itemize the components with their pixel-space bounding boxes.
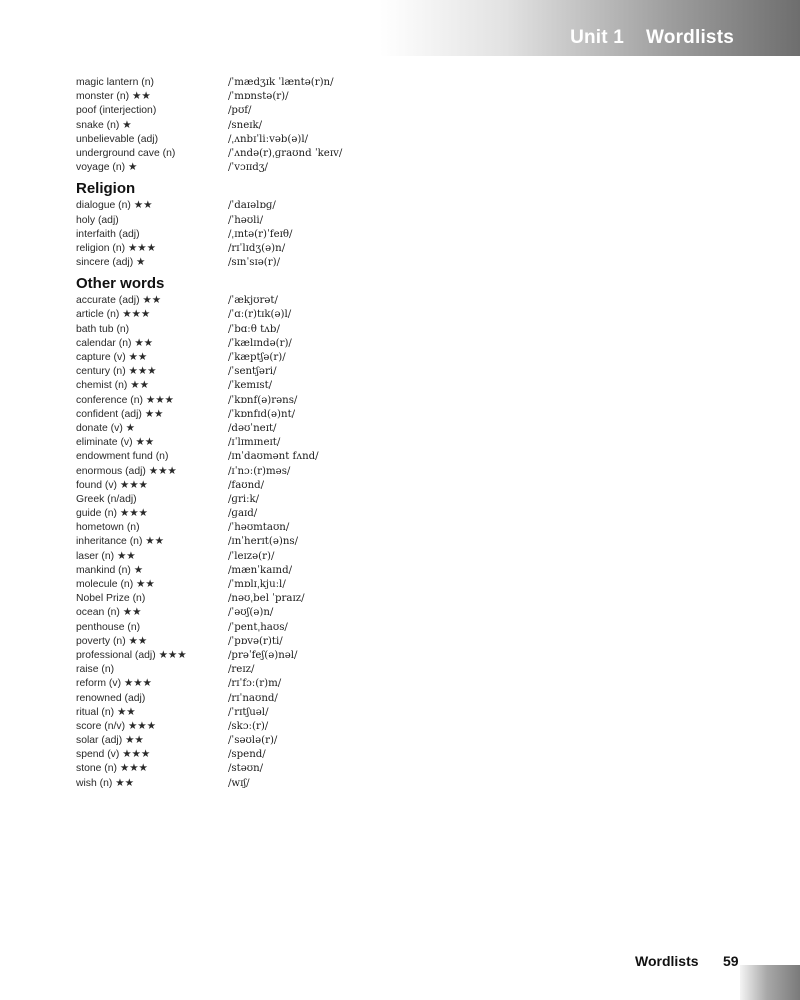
entry-pronunciation: /reɪz/	[228, 664, 255, 676]
entry-pronunciation: /prəˈfeʃ(ə)nəl/	[228, 649, 298, 661]
entry-word: raise (n)	[76, 664, 115, 676]
entry-word: ocean (n) ★★	[76, 607, 142, 619]
entry-pronunciation: /ˈɑː(r)tɪk(ə)l/	[228, 309, 292, 321]
entry-word: interfaith (adj)	[76, 228, 140, 240]
entry-pronunciation: /ˈmɒnstə(r)/	[228, 91, 289, 103]
entry-pronunciation: /rɪˈnaʊnd/	[228, 692, 278, 704]
wordlist-entry	[76, 578, 596, 592]
wordlist-entry	[76, 256, 596, 270]
entry-word: hometown (n)	[76, 522, 140, 534]
entry-pronunciation: /pʊf/	[228, 105, 252, 117]
entry-pronunciation: /ˈkɒnfɪd(ə)nt/	[228, 408, 296, 420]
section-heading: Religion	[76, 180, 136, 198]
entry-word: renowned (adj)	[76, 692, 146, 704]
entry-word: confident (adj) ★★	[76, 408, 164, 420]
footer-label: Wordlists	[635, 953, 699, 969]
entry-pronunciation: /ɪnˈherɪt(ə)ns/	[228, 536, 299, 548]
entry-word: ritual (n) ★★	[76, 706, 136, 718]
entry-word: mankind (n) ★	[76, 564, 144, 576]
entry-pronunciation: /ˈpentˌhaʊs/	[228, 621, 288, 633]
page-header-title: Unit 1 Wordlists	[570, 27, 734, 48]
entry-word: underground cave (n)	[76, 147, 176, 159]
wordlist-entry	[76, 436, 596, 450]
entry-pronunciation: /ˈkælɪndə(r)/	[228, 337, 292, 349]
entry-word: capture (v) ★★	[76, 352, 148, 363]
entry-pronunciation: /skɔː(r)/	[228, 720, 269, 732]
wordlist-entry	[76, 777, 596, 791]
entry-pronunciation: /dəʊˈneɪt/	[228, 422, 277, 434]
entry-word: stone (n) ★★★	[76, 763, 148, 775]
entry-pronunciation: /ˈhəʊmtaʊn/	[228, 522, 290, 534]
entry-pronunciation: /nəʊˌbel ˈpraɪz/	[228, 593, 305, 605]
entry-word: Greek (n/adj)	[76, 493, 137, 505]
entry-pronunciation: /ˈkæptʃə(r)/	[228, 352, 286, 363]
entry-pronunciation: /ˌɪntə(r)ˈfeɪθ/	[228, 228, 293, 240]
entry-word: spend (v) ★★★	[76, 749, 151, 761]
entry-word: calendar (n) ★★	[76, 337, 153, 349]
wordlist-entry	[76, 507, 596, 521]
wordlist-content	[76, 76, 596, 791]
wordlist-entry	[76, 323, 596, 337]
entry-word: solar (adj) ★★	[76, 735, 144, 747]
wordlist-entry	[76, 294, 596, 308]
entry-pronunciation: /ˈrɪtʃuəl/	[228, 706, 269, 718]
entry-pronunciation: /ɡaɪd/	[228, 508, 258, 520]
wordlist-entry	[76, 564, 596, 578]
wordlist-entry	[76, 214, 596, 228]
wordlist-entry	[76, 351, 596, 365]
entry-pronunciation: /ɪˈnɔː(r)məs/	[228, 465, 291, 477]
entry-word: professional (adj) ★★★	[76, 649, 187, 661]
wordlist-entry	[76, 692, 596, 706]
wordlist-entry	[76, 748, 596, 762]
entry-pronunciation: /sneɪk/	[228, 119, 263, 131]
entry-word: penthouse (n)	[76, 621, 141, 633]
wordlist-entry	[76, 242, 596, 256]
wordlist-entry	[76, 379, 596, 393]
wordlist-entry	[76, 465, 596, 479]
entry-word: enormous (adj) ★★★	[76, 465, 177, 477]
wordlist-entry	[76, 762, 596, 776]
entry-pronunciation: /ˈpɒvə(r)ti/	[228, 635, 283, 647]
wordlist-entry	[76, 706, 596, 720]
entry-pronunciation: /ˈəʊʃ(ə)n/	[228, 607, 274, 619]
wordlist-entry	[76, 734, 596, 748]
entry-pronunciation: /ˈhəʊli/	[228, 214, 264, 226]
wordlist-entry	[76, 90, 596, 104]
wordlist-entry	[76, 365, 596, 379]
entry-word: accurate (adj) ★★	[76, 295, 162, 307]
entry-pronunciation: /rɪˈfɔː(r)m/	[228, 678, 282, 690]
entry-word: monster (n) ★★	[76, 91, 151, 103]
entry-word: molecule (n) ★★	[76, 579, 155, 590]
wordlist-entry	[76, 535, 596, 549]
entry-pronunciation: /ˈvɔɪɪdʒ/	[228, 162, 268, 174]
entry-word: endowment fund (n)	[76, 451, 169, 463]
entry-pronunciation: /mænˈkaɪnd/	[228, 564, 293, 576]
entry-word: reform (v) ★★★	[76, 678, 152, 690]
entry-pronunciation: /spend/	[228, 749, 266, 761]
entry-word: laser (n) ★★	[76, 550, 136, 562]
entry-pronunciation: /ˌʌnbɪˈliːvəb(ə)l/	[228, 133, 309, 145]
wordlist-entry	[76, 308, 596, 322]
wordlist-entry	[76, 161, 596, 175]
wordlist-entry	[76, 104, 596, 118]
entry-pronunciation: /ˈbɑːθ tʌb/	[228, 323, 280, 335]
entry-pronunciation: /ˈʌndə(r)ˌɡraʊnd ˈkeɪv/	[228, 147, 343, 159]
entry-pronunciation: /rɪˈlɪdʒ(ə)n/	[228, 242, 286, 254]
entry-word: inheritance (n) ★★	[76, 536, 164, 548]
wordlist-entry	[76, 635, 596, 649]
entry-pronunciation: /ˈdaɪəlɒɡ/	[228, 200, 276, 212]
entry-word: dialogue (n) ★★	[76, 200, 153, 212]
entry-pronunciation: /ɪnˈdaʊmənt fʌnd/	[228, 451, 319, 463]
entry-pronunciation: /ˈækjʊrət/	[228, 295, 278, 307]
entry-word: sincere (adj) ★	[76, 257, 146, 269]
entry-word: eliminate (v) ★★	[76, 437, 155, 449]
entry-word: unbelievable (adj)	[76, 133, 159, 145]
footer-band	[740, 965, 800, 1000]
entry-word: found (v) ★★★	[76, 479, 148, 491]
entry-word: guide (n) ★★★	[76, 508, 148, 520]
wordlist-entry	[76, 337, 596, 351]
wordlist-entry	[76, 621, 596, 635]
entry-word: chemist (n) ★★	[76, 380, 149, 392]
wordlist-entry	[76, 493, 596, 507]
entry-pronunciation: /ˈleɪzə(r)/	[228, 550, 275, 562]
wordlist-entry	[76, 677, 596, 691]
wordlist-entry	[76, 663, 596, 677]
wordlist-entry	[76, 119, 596, 133]
entry-pronunciation: /stəʊn/	[228, 763, 264, 775]
wordlist-entry	[76, 550, 596, 564]
wordlist-entry	[76, 199, 596, 213]
wordlist-entry	[76, 479, 596, 493]
entry-pronunciation: /wɪʃ/	[228, 777, 250, 789]
entry-word: poverty (n) ★★	[76, 635, 148, 647]
wordlist-entry	[76, 649, 596, 663]
entry-word: holy (adj)	[76, 214, 119, 226]
entry-pronunciation: /ˈkɒnf(ə)rəns/	[228, 394, 298, 406]
entry-pronunciation: /faʊnd/	[228, 479, 265, 491]
entry-word: conference (n) ★★★	[76, 394, 174, 406]
entry-pronunciation: /ˈsentʃəri/	[228, 366, 277, 378]
entry-word: magic lantern (n)	[76, 77, 154, 88]
entry-word: century (n) ★★★	[76, 366, 157, 378]
entry-pronunciation: /ɡriːk/	[228, 493, 260, 505]
page-number: 59	[723, 953, 739, 969]
entry-word: voyage (n) ★	[76, 162, 138, 174]
entry-pronunciation: /ˈmɒlɪˌkjuːl/	[228, 579, 286, 590]
entry-word: snake (n) ★	[76, 119, 132, 131]
entry-word: Nobel Prize (n)	[76, 593, 146, 605]
wordlist-entry	[76, 133, 596, 147]
entry-pronunciation: /sɪnˈsɪə(r)/	[228, 257, 281, 269]
entry-pronunciation: /ˈkemɪst/	[228, 380, 273, 392]
wordlist-entry	[76, 408, 596, 422]
wordlist-entry	[76, 592, 596, 606]
entry-word: score (n/v) ★★★	[76, 720, 156, 732]
entry-pronunciation: /ɪˈlɪmɪneɪt/	[228, 437, 281, 449]
wordlist-entry	[76, 422, 596, 436]
entry-word: donate (v) ★	[76, 422, 135, 434]
wordlist-entry	[76, 450, 596, 464]
wordlist-entry	[76, 606, 596, 620]
entry-pronunciation: /ˈsəʊlə(r)/	[228, 735, 278, 747]
wordlist-entry	[76, 228, 596, 242]
entry-word: article (n) ★★★	[76, 309, 151, 321]
entry-word: wish (n) ★★	[76, 777, 134, 789]
wordlist-entry	[76, 76, 596, 90]
wordlist-entry	[76, 394, 596, 408]
wordlist-entry	[76, 521, 596, 535]
entry-word: bath tub (n)	[76, 323, 130, 335]
entry-pronunciation: /ˈmædʒɪk ˈlæntə(r)n/	[228, 77, 334, 88]
section-heading: Other words	[76, 275, 165, 293]
entry-word: religion (n) ★★★	[76, 242, 156, 254]
entry-word: poof (interjection)	[76, 105, 157, 117]
wordlist-entry	[76, 720, 596, 734]
wordlist-entry	[76, 147, 596, 161]
